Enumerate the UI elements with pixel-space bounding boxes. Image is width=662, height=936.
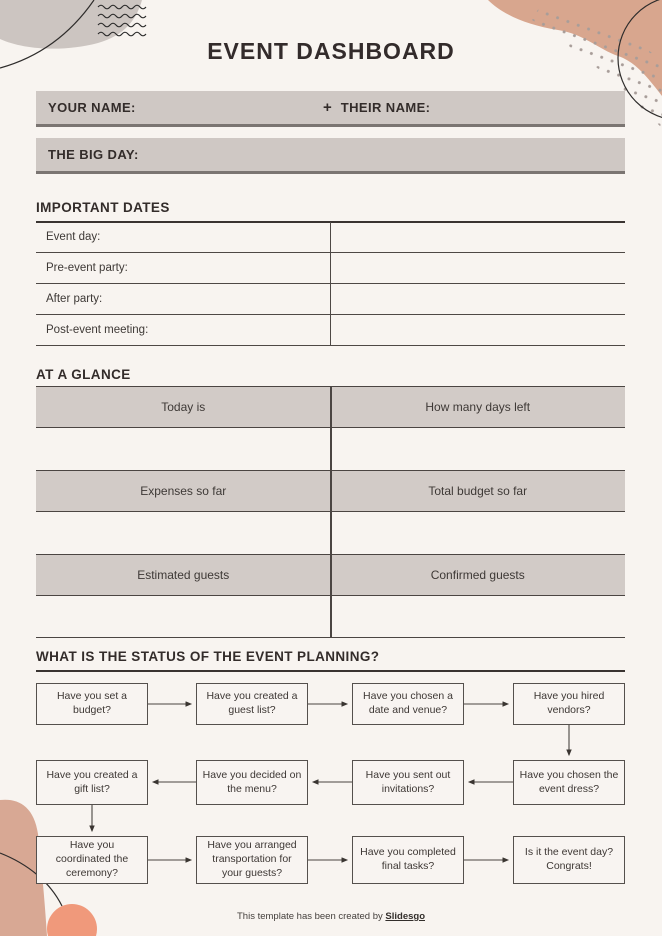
glance-answer-cell[interactable] bbox=[331, 512, 626, 554]
date-row-label: Pre-event party: bbox=[36, 253, 331, 283]
flow-box-congrats: Is it the event day? Congrats! bbox=[513, 836, 625, 884]
date-row-answer-cell[interactable] bbox=[331, 284, 625, 314]
your-name-label: YOUR NAME: bbox=[48, 100, 136, 115]
flow-box-gift-list: Have you created a gift list? bbox=[36, 760, 148, 805]
big-day-label: THE BIG DAY: bbox=[48, 147, 139, 162]
names-bar bbox=[36, 91, 625, 127]
page-title: EVENT DASHBOARD bbox=[207, 38, 455, 64]
at-a-glance-heading: AT A GLANCE bbox=[36, 367, 131, 382]
flow-box-vendors: Have you hired vendors? bbox=[513, 683, 625, 725]
big-day-bar bbox=[36, 138, 625, 174]
flow-box-ceremony: Have you coordinated the ceremony? bbox=[36, 836, 148, 884]
glance-label: How many days left bbox=[425, 400, 531, 414]
glance-label: Expenses so far bbox=[140, 484, 227, 498]
flow-box-menu: Have you decided on the menu? bbox=[196, 760, 308, 805]
flow-box-date-venue: Have you chosen a date and venue? bbox=[352, 683, 464, 725]
date-row-label: Event day: bbox=[36, 222, 331, 252]
flow-box-budget: Have you set a budget? bbox=[36, 683, 148, 725]
table-row bbox=[36, 284, 625, 315]
flow-box-guest-list: Have you created a guest list? bbox=[196, 683, 308, 725]
status-flow-heading: WHAT IS THE STATUS OF THE EVENT PLANNING? bbox=[36, 649, 625, 672]
glance-label: Confirmed guests bbox=[430, 568, 525, 582]
footer-credit-text: This template has been created by bbox=[237, 911, 383, 922]
date-row-label: After party: bbox=[36, 284, 331, 314]
flow-box-final-tasks: Have you completed final tasks? bbox=[352, 836, 464, 884]
glance-answer-cell[interactable] bbox=[331, 428, 626, 470]
important-dates-table bbox=[36, 222, 625, 346]
glance-answer-cell[interactable] bbox=[36, 512, 331, 554]
glance-center-divider bbox=[330, 386, 332, 638]
big-day-input-area[interactable] bbox=[139, 138, 625, 171]
glance-label: Total budget so far bbox=[428, 484, 528, 498]
glance-answer-cell[interactable] bbox=[331, 596, 626, 637]
their-name-label: THEIR NAME: bbox=[340, 100, 431, 115]
glance-answer-cell[interactable] bbox=[36, 596, 331, 637]
date-row-answer-cell[interactable] bbox=[331, 253, 625, 283]
plus-icon: + bbox=[323, 99, 332, 116]
footer bbox=[0, 911, 662, 922]
date-row-answer-cell[interactable] bbox=[331, 222, 625, 252]
table-row bbox=[36, 315, 625, 346]
glance-label: Estimated guests bbox=[137, 568, 230, 582]
their-name-group bbox=[323, 91, 619, 124]
flow-box-invitations: Have you sent out invitations? bbox=[352, 760, 464, 805]
date-row-answer-cell[interactable] bbox=[331, 315, 625, 345]
flow-box-event-dress: Have you chosen the event dress? bbox=[513, 760, 625, 805]
glance-answer-cell[interactable] bbox=[36, 428, 331, 470]
table-row bbox=[36, 222, 625, 253]
date-row-label: Post-event meeting: bbox=[36, 315, 331, 345]
table-row bbox=[36, 253, 625, 284]
status-flowchart bbox=[36, 676, 625, 888]
important-dates-heading: IMPORTANT DATES bbox=[36, 200, 625, 223]
glance-label: Today is bbox=[161, 400, 206, 414]
slidesgo-link[interactable]: Slidesgo bbox=[385, 911, 425, 922]
at-a-glance-table bbox=[36, 386, 625, 638]
their-name-input-area[interactable] bbox=[439, 91, 619, 124]
flow-box-transportation: Have you arranged transportation for your guests? bbox=[196, 836, 308, 884]
